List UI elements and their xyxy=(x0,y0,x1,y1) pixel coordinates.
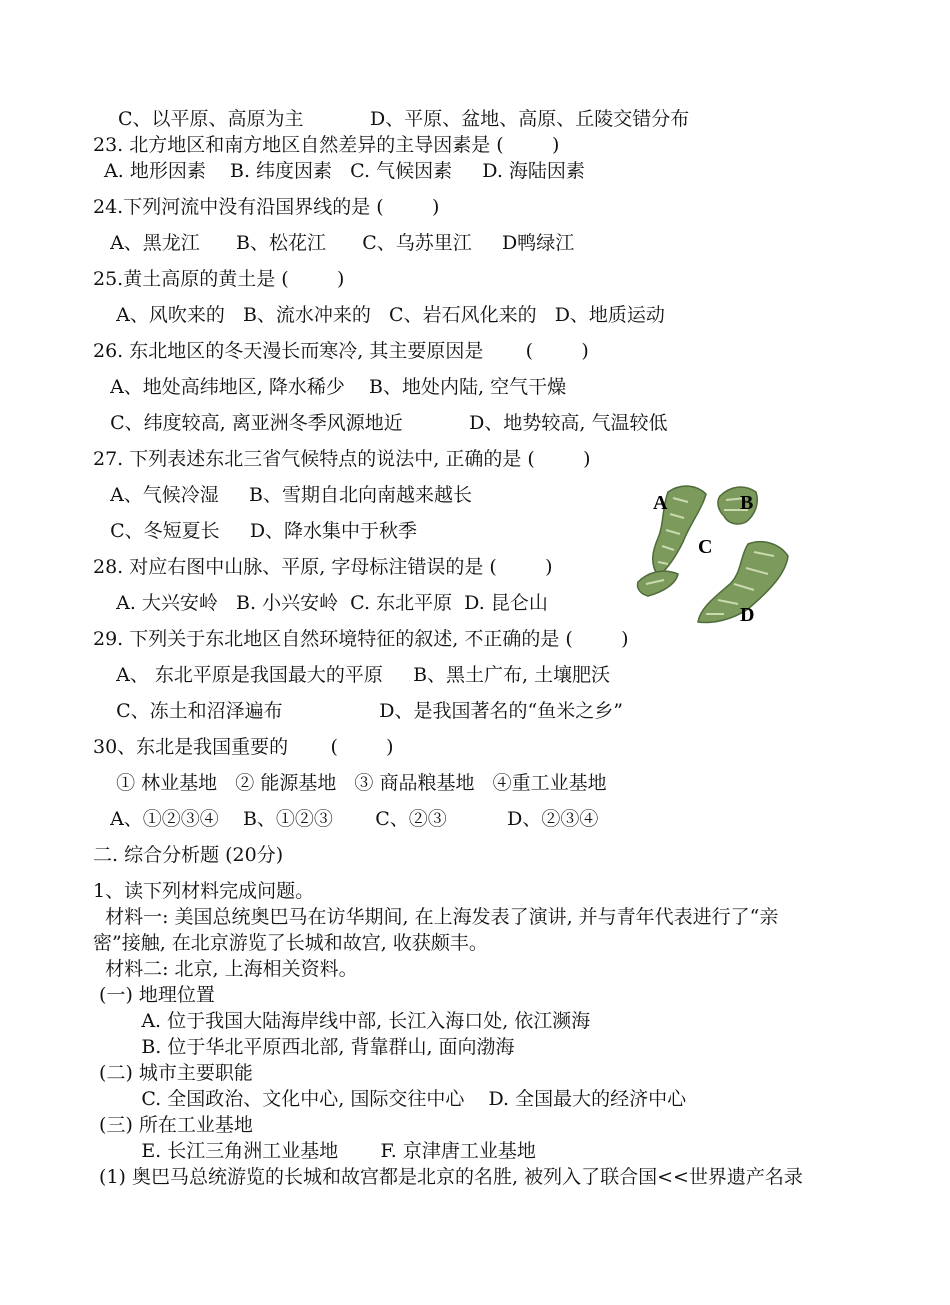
material-one: 材料一: 美国总统奥巴马在访华期间, 在上海发表了演讲, 并与青年代表进行了“亲 xyxy=(93,906,779,928)
q26-options-cd: C、纬度较高, 离亚洲冬季风源地近 D、地势较高, 气温较低 xyxy=(98,412,668,434)
city-function-heading: (二) 城市主要职能 xyxy=(93,1062,253,1084)
q30-options: A、①②③④ B、①②③ C、②③ D、②③④ xyxy=(98,808,599,830)
q29-options-cd: C、冻土和沼泽遍布 D、是我国著名的“鱼米之乡” xyxy=(98,700,623,722)
geo-location-a: A. 位于我国大陆海岸线中部, 长江入海口处, 依江濒海 xyxy=(93,1010,591,1032)
map-label-d: D xyxy=(740,604,755,626)
analysis-q1-title: 1、读下列材料完成问题。 xyxy=(93,880,315,902)
q24-stem: 24.下列河流中没有沿国界线的是 ( ) xyxy=(93,196,440,218)
q25-options: A、风吹来的 B、流水冲来的 C、岩石风化来的 D、地质运动 xyxy=(98,304,665,326)
q28-options: A. 大兴安岭 B. 小兴安岭 C. 东北平原 D. 昆仑山 xyxy=(98,592,548,614)
q26-options-ab: A、地处高纬地区, 降水稀少 B、地处内陆, 空气干燥 xyxy=(98,376,567,398)
q26-stem: 26. 东北地区的冬天漫长而寒冷, 其主要原因是 ( ) xyxy=(93,340,589,362)
q24-options: A、黑龙江 B、松花江 C、乌苏里江 D鸭绿江 xyxy=(98,232,575,254)
map-label-a: A xyxy=(653,492,668,514)
q29-options-ab: A、 东北平原是我国最大的平原 B、黑土广布, 土壤肥沃 xyxy=(98,664,611,686)
q23-stem: 23. 北方地区和南方地区自然差异的主导因素是 ( ) xyxy=(93,134,560,156)
q30-stem: 30、东北是我国重要的 ( ) xyxy=(93,736,394,758)
q27-stem: 27. 下列表述东北三省气候特点的说法中, 正确的是 ( ) xyxy=(93,448,591,470)
map-label-b: B xyxy=(740,492,754,514)
city-function-options: C. 全国政治、文化中心, 国际交往中心 D. 全国最大的经济中心 xyxy=(93,1088,687,1110)
q28-stem: 28. 对应右图中山脉、平原, 字母标注错误的是 ( ) xyxy=(93,556,553,578)
q30-items: ① 林业基地 ② 能源基地 ③ 商品粮基地 ④重工业基地 xyxy=(98,772,607,794)
northeast-mountains-map xyxy=(628,464,798,634)
mountains-illustration xyxy=(628,464,798,634)
map-label-c: C xyxy=(698,536,713,558)
industry-base-heading: (三) 所在工业基地 xyxy=(93,1114,253,1136)
q23-options: A. 地形因素 B. 纬度因素 C. 气候因素 D. 海陆因素 xyxy=(98,160,585,182)
geo-location-heading: (一) 地理位置 xyxy=(93,984,215,1006)
geo-location-b: B. 位于华北平原西北部, 背靠群山, 面向渤海 xyxy=(93,1036,515,1058)
q27-options-ab: A、气候冷湿 B、雪期自北向南越来越长 xyxy=(98,484,472,506)
q22-options-cd: C、以平原、高原为主 D、平原、盆地、高原、丘陵交错分布 xyxy=(118,108,690,130)
material-two: 材料二: 北京, 上海相关资料。 xyxy=(93,958,358,980)
material-one-cont: 密”接触, 在北京游览了长城和故宫, 收获颇丰。 xyxy=(93,932,488,954)
q25-stem: 25.黄土高原的黄土是 ( ) xyxy=(93,268,345,290)
q27-options-cd: C、冬短夏长 D、降水集中于秋季 xyxy=(98,520,418,542)
q29-stem: 29. 下列关于东北地区自然环境特征的叙述, 不正确的是 ( ) xyxy=(93,628,629,650)
section-heading: 二. 综合分析题 (20分) xyxy=(93,844,284,866)
mountain-range-south-west xyxy=(637,571,678,596)
industry-base-options: E. 长江三角洲工业基地 F. 京津唐工业基地 xyxy=(93,1140,536,1162)
question-1-1: (1) 奥巴马总统游览的长城和故宫都是北京的名胜, 被列入了联合国<<世界遗产名录 xyxy=(93,1166,803,1188)
